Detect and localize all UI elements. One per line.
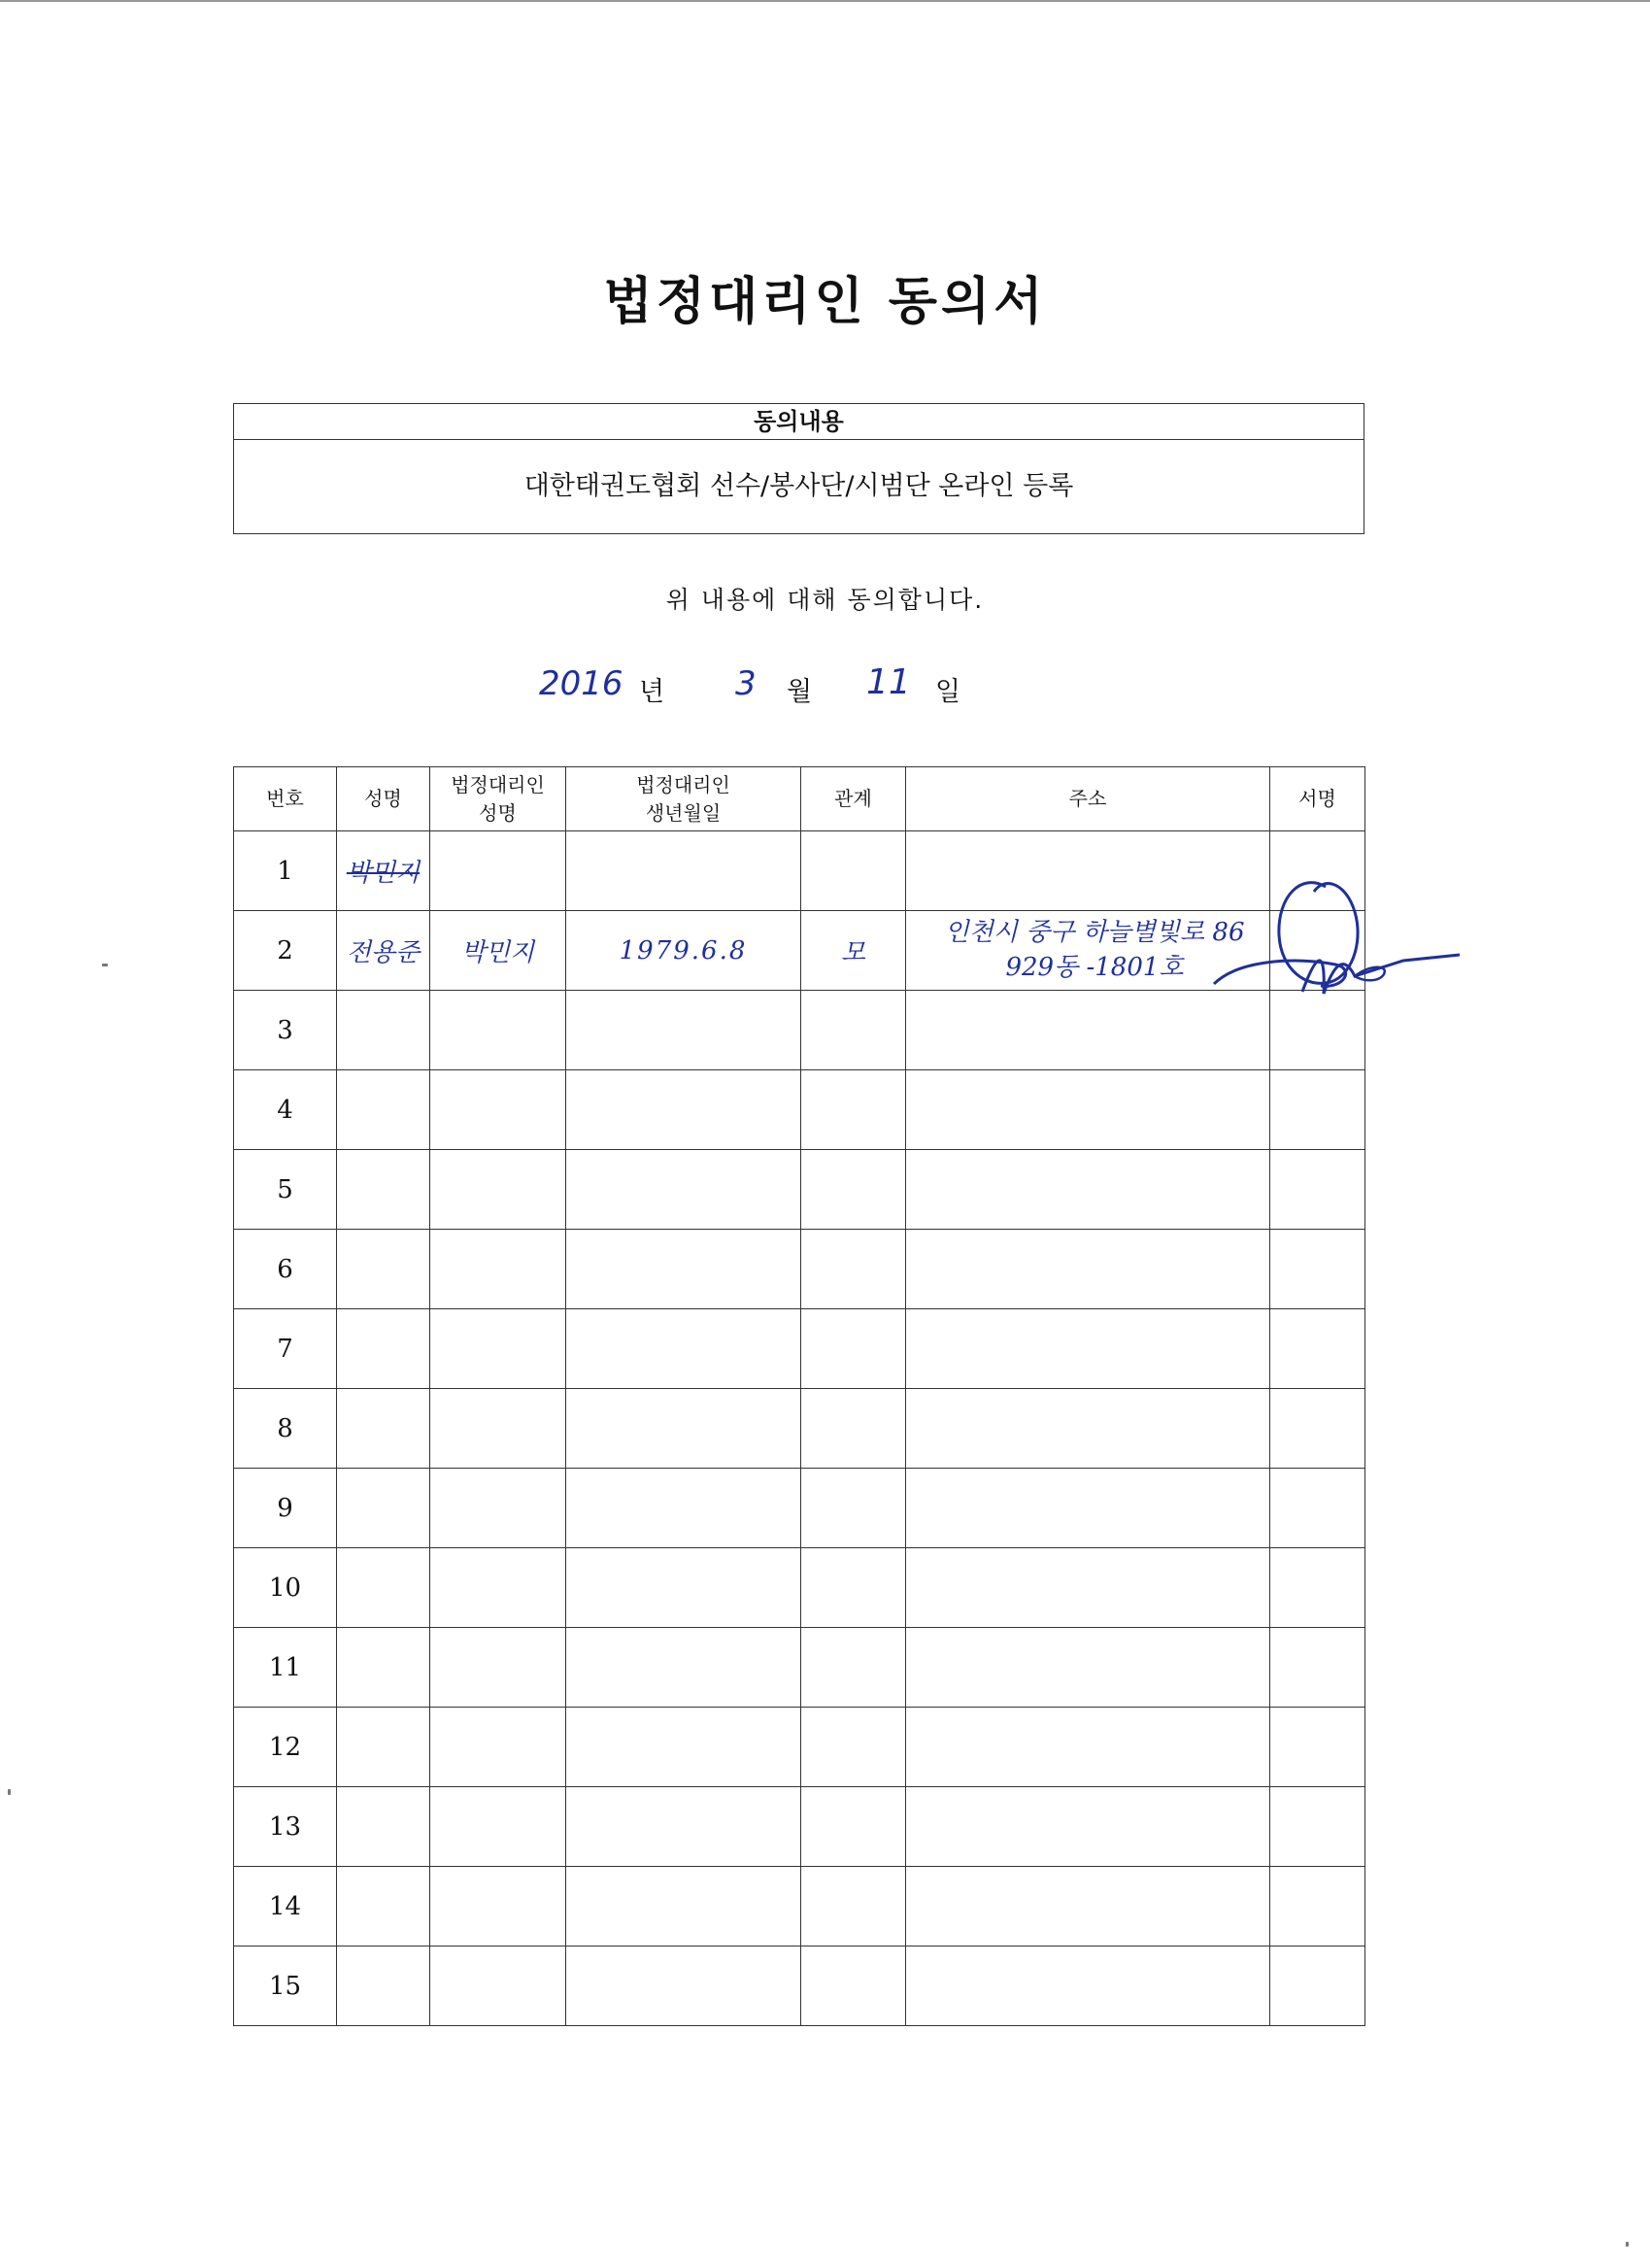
header-guardian-birth: 법정대리인 생년월일 [566, 767, 801, 831]
table-row [234, 1548, 1365, 1628]
table-row [234, 1867, 1365, 1946]
consent-content-box [233, 403, 1364, 534]
handwritten-signature [1209, 867, 1462, 1008]
table-row [234, 911, 1365, 991]
consent-content-header: 동의내용 [234, 404, 1364, 440]
row-relation: 모 [801, 911, 906, 991]
row-guardian-birth [566, 831, 801, 911]
scan-top-edge [0, 0, 1650, 2]
row-number: 11 [234, 1628, 337, 1708]
table-row [234, 1708, 1365, 1787]
row-number: 1 [234, 831, 337, 911]
table-row [234, 1389, 1365, 1469]
row-number: 5 [234, 1150, 337, 1230]
row-name: 박민지 [346, 859, 421, 888]
scan-speck [1626, 2242, 1629, 2247]
row-number: 7 [234, 1309, 337, 1389]
scan-speck [102, 964, 108, 966]
row-number: 9 [234, 1469, 337, 1548]
table-row [234, 1628, 1365, 1708]
document-title: 법정대리인 동의서 [603, 273, 1047, 331]
row-guardian-name: 박민지 [430, 911, 566, 991]
date-month: 3 [735, 664, 757, 703]
header-number: 번호 [234, 767, 337, 831]
table-header-row [234, 767, 1365, 831]
row-name: 전용준 [337, 911, 430, 991]
row-guardian-name [430, 831, 566, 911]
date-line [0, 660, 1650, 719]
table-row [234, 991, 1365, 1070]
row-number: 8 [234, 1389, 337, 1469]
table-row [234, 1230, 1365, 1309]
guardian-table [233, 766, 1365, 2026]
header-relation: 관계 [801, 767, 906, 831]
row-number: 10 [234, 1548, 337, 1628]
row-number: 13 [234, 1787, 337, 1867]
table-row [234, 831, 1365, 911]
agreement-statement: 위 내용에 대해 동의합니다. [665, 586, 985, 614]
date-year: 2016 [539, 664, 623, 703]
consent-content-body: 대한태권도협회 선수/봉사단/시범단 온라인 등록 [523, 471, 1074, 501]
row-number: 6 [234, 1230, 337, 1309]
header-signature: 서명 [1270, 767, 1365, 831]
row-number: 4 [234, 1070, 337, 1150]
date-month-unit: 월 [787, 677, 813, 707]
row-number: 15 [234, 1946, 337, 2026]
header-name: 성명 [337, 767, 430, 831]
row-address: 인천시 중구 하늘별빛로 86 929동 -1801호 [906, 911, 1270, 991]
row-relation [801, 831, 906, 911]
table-row [234, 1150, 1365, 1230]
header-guardian-name: 법정대리인 성명 [430, 767, 566, 831]
row-number: 3 [234, 991, 337, 1070]
scan-speck [8, 1789, 11, 1795]
table-row [234, 1946, 1365, 2026]
row-number: 14 [234, 1867, 337, 1946]
header-address: 주소 [906, 767, 1270, 831]
table-row [234, 1070, 1365, 1150]
date-day: 11 [866, 662, 911, 702]
table-row [234, 1787, 1365, 1867]
table-row [234, 1309, 1365, 1389]
date-year-unit: 년 [639, 677, 665, 707]
date-day-unit: 일 [935, 677, 961, 707]
row-guardian-birth: 1979.6.8 [566, 911, 801, 991]
row-number: 2 [234, 911, 337, 991]
row-number: 12 [234, 1708, 337, 1787]
table-row [234, 1469, 1365, 1548]
